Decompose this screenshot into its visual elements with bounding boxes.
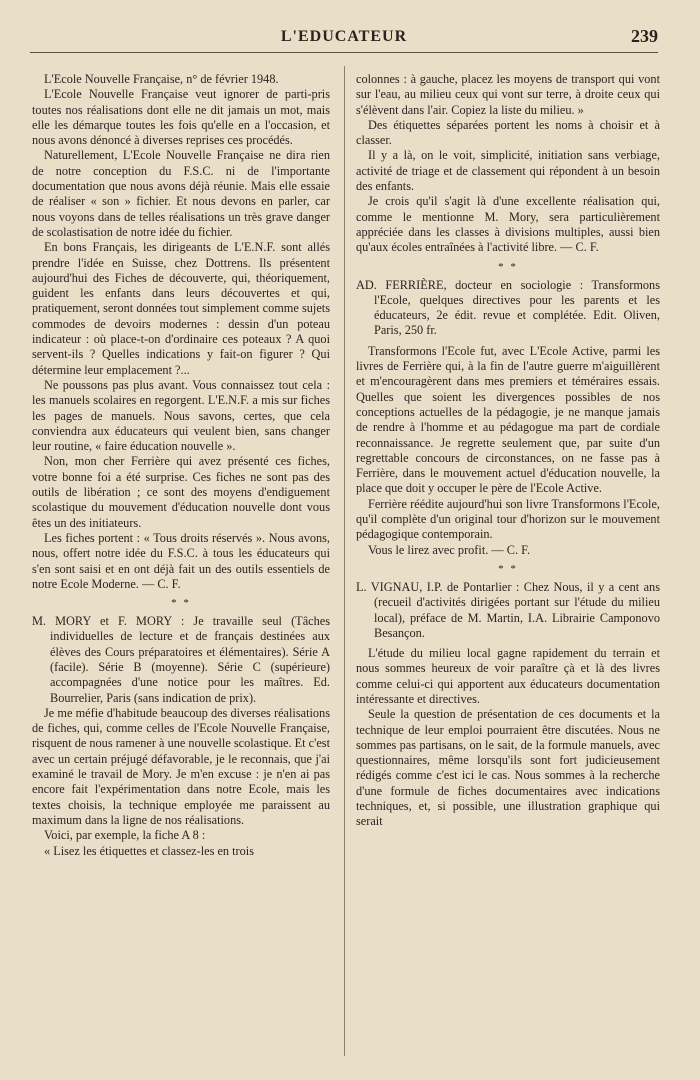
- paragraph: Il y a là, on le voit, simplicité, initiation sans verbiage, activité de triage et de classement qui répondent à un besoin des enfants.: [356, 148, 660, 194]
- journal-title: L'EDUCATEUR: [280, 28, 408, 45]
- paragraph: Je me méfie d'habitude beaucoup des diverses réalisations de fiches, qui, comme celles de l'Ecole Nouvelle Française, risquent de nous ramener à une nouvelle scolastique. Et c'est avec un certain préjugé défavorable, je le reconnais, que j'ai examiné le travail de Mory. Je m'en excuse : je n'en ai pas encore fait l'expérimentation dans notre Ecole, mais les textes choisis, la technique employée me paraissent au maximum dans la ligne de nos réalisations.: [32, 705, 330, 827]
- paragraph: Voici, par exemple, la fiche A 8 :: [44, 828, 206, 843]
- right-column: [356, 72, 660, 830]
- left-column: [32, 72, 330, 859]
- page-number: 239: [631, 26, 658, 46]
- section-separator: * *: [498, 260, 518, 273]
- paragraph: Ferrière réédite aujourd'hui son livre Transformons l'Ecole, qu'il complète d'un original tour d'horizon sur le mouvement pédagogique contemporain.: [356, 496, 660, 542]
- section-separator: * *: [498, 562, 518, 575]
- running-header: [30, 22, 658, 53]
- paragraph: L'Ecole Nouvelle Française, n° de février 1948.: [44, 72, 279, 86]
- paragraph: Les fiches portent : « Tous droits réservés ». Nous avons, nous, offert notre idée du F.S.C. à tous les éducateurs qui s'en sont saisi et en ont déjà fait un des outils essentiels de notre Ecole Moderne. — C. F.: [32, 530, 330, 591]
- book-reference: M. MORY et F. MORY : Je travaille seul (Tâches individuelles de lecture et de français destinées aux élèves des Cours préparatoires et élémentaires). Série A (facile). Série B (moyenne). Série C (supérieure) accompagnées d'une notice pour les maîtres. Ed. Bourrelier, Paris (sans indication de prix).: [32, 614, 330, 705]
- paragraph: colonnes : à gauche, placez les moyens de transport qui vont sur l'eau, au milieu ceux qui vont sur terre, à droite ceux qui s'élèvent dans l'air. Copiez la liste du milieu. »: [356, 72, 660, 117]
- paragraph: Naturellement, L'Ecole Nouvelle Française ne dira rien de notre conception du F.S.C. ni de l'importante documentation que nous avons déjà réunie. Mais elle essaie de réaliser « son » fichier. Et nous devons en parler, car nous voyons dans de telles réalisations un très grave danger de scolastisation de notre idée du fichier.: [32, 148, 330, 239]
- paragraph: Non, mon cher Ferrière qui avez présenté ces fiches, votre bonne foi a été surprise. Ces fiches ne sont pas des outils de libération ; ce sont des moyens d'endiguement scolastique du mouvement d'éducation nouvelle dont vous êtes un des initiateurs.: [32, 454, 330, 530]
- paragraph: Transformons l'Ecole fut, avec L'Ecole Active, parmi les livres de Ferrière qui, à la fin de l'autre guerre m'aiguillèrent et m'encouragèrent dans mes premiers et téméraires essais. Quelles que soient les divergences possibles de nos conceptions actuelles de la pédagogie, je ne manque jamais de rendre à l'homme et au pédagogue ma part de cordiale reconnaissance. Je regrette seulement que, par suite d'un regrettable concours de circonstances, on ne fasse pas à Ferrière, dans le mouvement actuel d'éducation nouvelle, la place que doit y occuper le père de l'Ecole Active.: [356, 343, 660, 496]
- paragraph: Vous le lirez avec profit. — C. F.: [368, 542, 531, 557]
- paragraph: « Lisez les étiquettes et classez-les en trois: [44, 843, 254, 858]
- paragraph: Je crois qu'il s'agit là d'une excellente réalisation qui, comme le mentionne M. Mory, sera particulièrement appréciée dans les classes à divisions multiples, aussi bien qu'aux écoles entraînées à l'activité libre. — C. F.: [356, 194, 660, 255]
- paragraph: En bons Français, les dirigeants de L'E.N.F. sont allés prendre l'idée en Suisse, chez Dottrens. Ils présentent aujourd'hui des Fiches de découverte, qui, théoriquement, guident les enfants dans leurs découvertes et qui, pratiquement, seront données tout simplement comme sujets commodes de devoirs modernes : dessin d'un poteau indicateur : où place-t-on d'ordinaire ces poteaux ? A quoi servent-ils ? Quelles indications y fait-on figurer ? Qui détermine leur emplacement ?...: [32, 240, 330, 377]
- section-separator: * *: [171, 597, 191, 610]
- paragraph: L'étude du milieu local gagne rapidement du terrain et nous sommes heureux de voir paraître çà et là des livres comme celui-ci qui apportent aux éducateurs documentation intéressante et directives.: [356, 646, 660, 706]
- book-reference: AD. FERRIÈRE, docteur en sociologie : Transformons l'Ecole, quelques directives pour les parents et les éducateurs, 2e édit. revue et complétée. Edit. Oliven, Paris, 250 fr.: [356, 277, 660, 338]
- paragraph: L'Ecole Nouvelle Française veut ignorer de parti-pris toutes nos réalisations dont elle ne dit jamais un mot, mais elle les démarque toutes les fois qu'elle en a l'occasion, et nous avons dénoncé à diverses reprises ces procédés.: [32, 87, 330, 148]
- column-divider: [344, 66, 345, 1056]
- book-reference: L. VIGNAU, I.P. de Pontarlier : Chez Nous, il y a cent ans (recueil d'activités dirigées portant sur l'étude du milieu local), préface de M. Martin, I.A. Librairie Camponovo Besançon.: [356, 579, 660, 640]
- paragraph: Des étiquettes séparées portent les noms à choisir et à classer.: [356, 117, 660, 148]
- paragraph: Ne poussons pas plus avant. Vous connaissez tout cela : les manuels scolaires en regorgent. L'E.N.F. a mis sur fiches les pages de manuels. Nous savons, certes, que cela conviendra aux éducateurs qui veulent bien, sans changer leur routine, « faire éducation nouvelle ».: [32, 377, 330, 454]
- paragraph: Seule la question de présentation de ces documents et la technique de leur emploi pourraient être discutées. Nous ne sommes pas partisans, on le sait, de la formule manuels, avec questionnaires, même lorsqu'ils sont fort judicieusement rédigés comme c'est ici le cas. Nous sommes à la recherche d'une formule de fiches documentaires avec indications techniques, et, si possible, une illustration graphique qui serait: [356, 707, 660, 829]
